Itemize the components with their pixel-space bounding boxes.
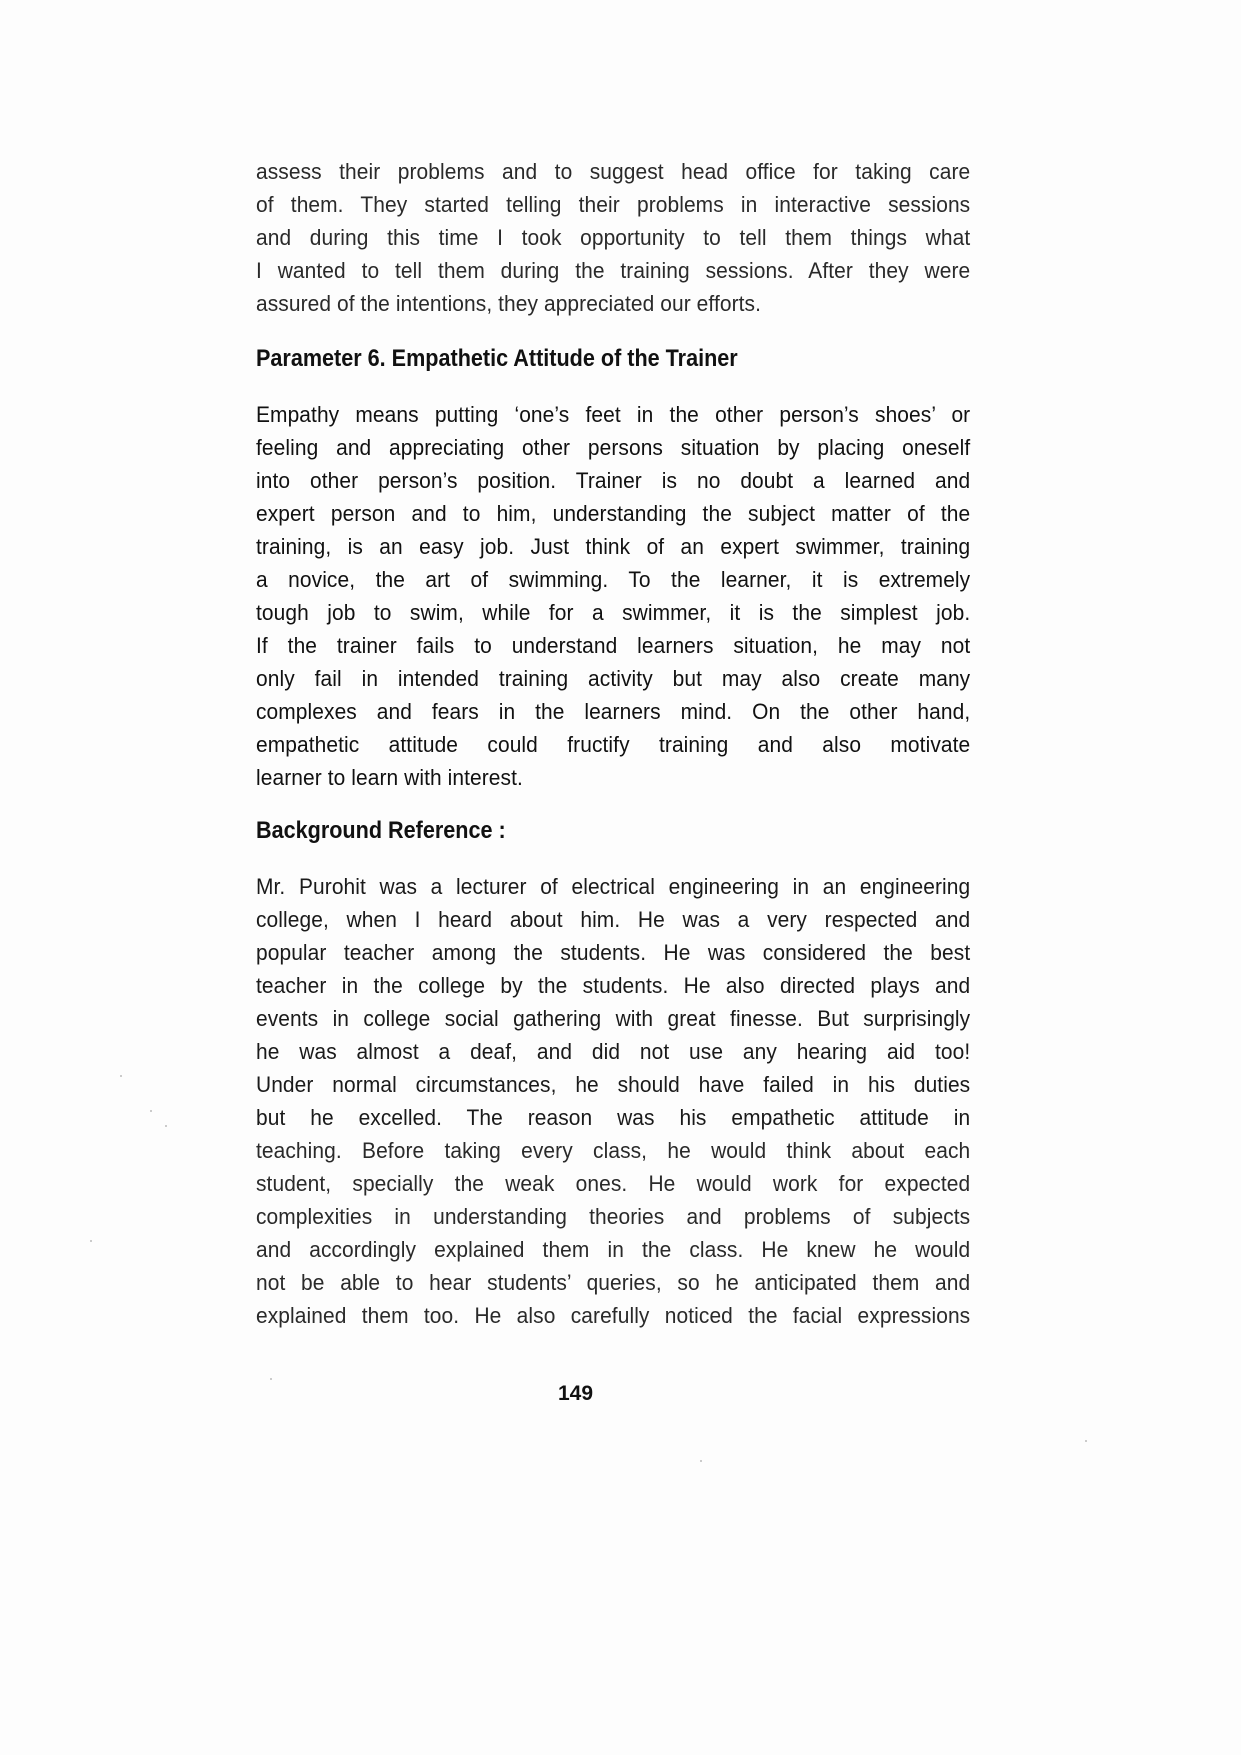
text-line: learner to learn with interest.: [256, 765, 523, 790]
scan-speck: [700, 1460, 702, 1462]
text-line: not be able to hear students’ queries, so he anticipated them and: [256, 1270, 971, 1295]
text-line: Empathy means putting ‘one’s feet in the other person’s shoes’ or: [256, 402, 971, 427]
text-line: a novice, the art of swimming. To the learner, it is extremely: [256, 567, 971, 592]
scan-speck: [90, 1240, 92, 1242]
text-line: complexities in understanding theories and problems of subjects: [256, 1204, 971, 1229]
text-line: training, is an easy job. Just think of an expert swimmer, training: [256, 534, 971, 559]
text-line: college, when I heard about him. He was a very respected and: [256, 907, 971, 932]
scan-speck: [120, 1075, 122, 1077]
text-line: I wanted to tell them during the training sessions. After they were: [256, 258, 971, 283]
section-heading: Parameter 6. Empathetic Attitude of the Trainer: [256, 345, 738, 372]
text-line: only fail in intended training activity but may also create many: [256, 666, 971, 691]
empathy-paragraph: [256, 398, 970, 794]
scan-speck: [150, 1110, 152, 1112]
text-line: popular teacher among the students. He was considered the best: [256, 940, 971, 965]
text-line: If the trainer fails to understand learners situation, he may not: [256, 633, 971, 658]
text-line: Under normal circumstances, he should have failed in his duties: [256, 1072, 971, 1097]
text-line: but he excelled. The reason was his empathetic attitude in: [256, 1105, 971, 1130]
text-line: empathetic attitude could fructify training and also motivate: [256, 732, 971, 757]
text-line: complexes and fears in the learners mind. On the other hand,: [256, 699, 971, 724]
scan-speck: [1085, 1440, 1087, 1442]
text-line: Mr. Purohit was a lecturer of electrical engineering in an engineering: [256, 874, 971, 899]
text-line: events in college social gathering with great finesse. But surprisingly: [256, 1006, 971, 1031]
text-line: and during this time I took opportunity to tell them things what: [256, 225, 971, 250]
text-line: teacher in the college by the students. He also directed plays and: [256, 973, 971, 998]
intro-paragraph: [256, 155, 970, 320]
text-line: teaching. Before taking every class, he would think about each: [256, 1138, 971, 1163]
scan-speck: [270, 1378, 272, 1380]
text-line: of them. They started telling their problems in interactive sessions: [256, 192, 971, 217]
text-line: expert person and to him, understanding the subject matter of the: [256, 501, 971, 526]
text-line: he was almost a deaf, and did not use any hearing aid too!: [256, 1039, 971, 1064]
subheading-background-reference: Background Reference :: [256, 817, 506, 844]
scan-speck: [165, 1125, 167, 1127]
text-line: assess their problems and to suggest head office for taking care: [256, 159, 971, 184]
text-line: explained them too. He also carefully noticed the facial expressions: [256, 1303, 971, 1328]
background-paragraph: [256, 870, 970, 1332]
text-line: into other person’s position. Trainer is no doubt a learned and: [256, 468, 971, 493]
text-line: student, specially the weak ones. He would work for expected: [256, 1171, 971, 1196]
page-number: 149: [558, 1382, 594, 1405]
text-line: assured of the intentions, they appreciated our efforts.: [256, 291, 762, 316]
text-line: feeling and appreciating other persons situation by placing oneself: [256, 435, 971, 460]
text-line: and accordingly explained them in the class. He knew he would: [256, 1237, 971, 1262]
text-line: tough job to swim, while for a swimmer, it is the simplest job.: [256, 600, 971, 625]
document-page: [256, 155, 970, 1332]
